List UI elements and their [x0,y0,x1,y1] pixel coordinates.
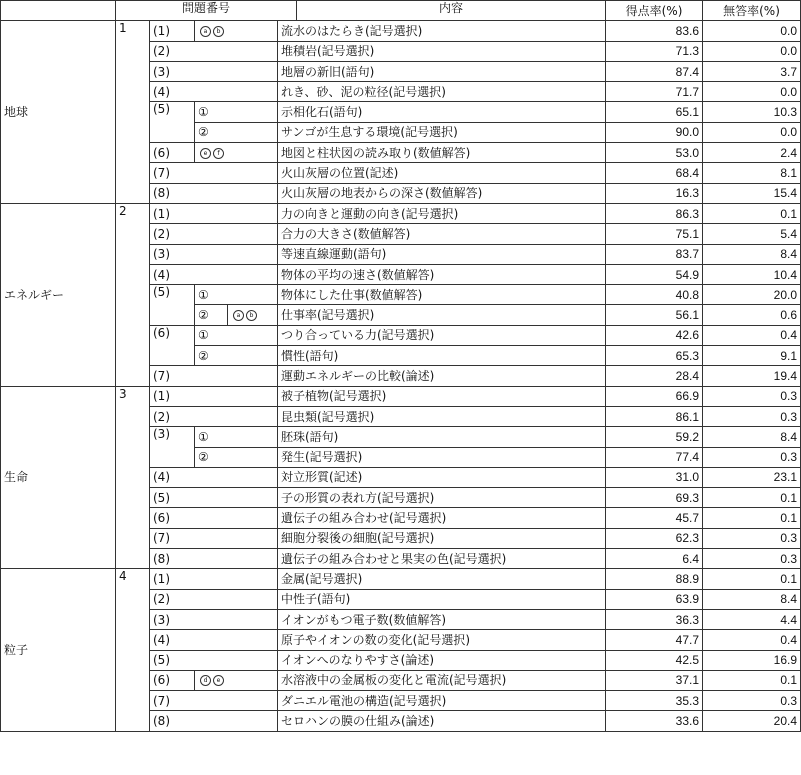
content-cell: 火山灰層の位置(記述) [278,163,606,183]
noanswer-cell: 10.4 [703,264,801,284]
content-cell: 金属(記号選択) [278,569,606,589]
rate-cell: 86.3 [606,203,703,223]
content-cell: 合力の大きさ(数値解答) [278,224,606,244]
noanswer-cell: 0.3 [703,691,801,711]
content-cell: 示相化石(語句) [278,102,606,122]
sub-number: (6) [150,325,195,366]
rate-header: 得点率(%) [606,1,703,21]
badge-cell [195,21,278,41]
content-cell: 物体の平均の速さ(数値解答) [278,264,606,284]
circled-number: ② [195,305,228,325]
question-number: 4 [116,569,150,731]
rate-cell: 69.3 [606,488,703,508]
question-number: 2 [116,203,150,386]
badge-cell [195,143,278,163]
field-cell: 地球 [1,21,116,204]
noanswer-cell: 0.3 [703,447,801,467]
sub-number: (1) [150,203,278,223]
noanswer-cell: 20.4 [703,711,801,731]
content-cell: 地図と柱状図の読み取り(数値解答) [278,143,606,163]
rate-cell: 45.7 [606,508,703,528]
content-cell: 物体にした仕事(数値解答) [278,285,606,305]
rate-cell: 71.7 [606,82,703,102]
letter-badge: a [233,310,244,321]
content-cell: 堆積岩(記号選択) [278,41,606,61]
content-cell: れき、砂、泥の粒径(記号選択) [278,82,606,102]
noanswer-cell: 0.0 [703,122,801,142]
rate-cell: 65.3 [606,346,703,366]
letter-badge: f [213,148,224,159]
content-cell: 胚珠(語句) [278,427,606,447]
field-header [1,1,116,21]
noanswer-header: 無答率(%) [703,1,801,21]
header-row [1,1,801,21]
content-cell: 子の形質の表れ方(記号選択) [278,488,606,508]
rate-cell: 71.3 [606,41,703,61]
sub-number: (6) [150,508,278,528]
noanswer-cell: 0.0 [703,82,801,102]
rate-cell: 83.6 [606,21,703,41]
rate-cell: 68.4 [606,163,703,183]
noanswer-cell: 2.4 [703,143,801,163]
sub-number: (1) [150,386,278,406]
noanswer-cell: 0.4 [703,630,801,650]
sub-number: (5) [150,488,278,508]
noanswer-cell: 10.3 [703,102,801,122]
noanswer-cell: 16.9 [703,650,801,670]
rate-cell: 87.4 [606,61,703,81]
letter-badge: a [200,26,211,37]
noanswer-cell: 0.1 [703,508,801,528]
sub-number: (4) [150,264,278,284]
rate-cell: 31.0 [606,467,703,487]
letter-badge: b [246,310,257,321]
rate-cell: 40.8 [606,285,703,305]
rate-cell: 59.2 [606,427,703,447]
noanswer-cell: 5.4 [703,224,801,244]
sub-number: (5) [150,650,278,670]
content-cell: 地層の新旧(語句) [278,61,606,81]
table-row [1,569,801,589]
rate-cell: 90.0 [606,122,703,142]
circled-number: ① [195,325,278,345]
content-cell: 遺伝子の組み合わせと果実の色(記号選択) [278,549,606,569]
rate-cell: 16.3 [606,183,703,203]
circled-number: ① [195,285,278,305]
sub-number: (6) [150,143,195,163]
sub-number: (5) [150,102,195,143]
noanswer-cell: 3.7 [703,61,801,81]
rate-cell: 62.3 [606,528,703,548]
field-cell: エネルギー [1,203,116,386]
content-cell: 火山灰層の地表からの深さ(数値解答) [278,183,606,203]
circled-number: ② [195,346,278,366]
circled-number: ① [195,427,278,447]
content-cell: つり合っている力(記号選択) [278,325,606,345]
item-number-header: 問題番号 [116,1,297,20]
rate-cell: 53.0 [606,143,703,163]
rate-cell: 47.7 [606,630,703,650]
rate-cell: 37.1 [606,670,703,690]
rate-cell: 66.9 [606,386,703,406]
sub-number: (1) [150,569,278,589]
noanswer-cell: 8.4 [703,427,801,447]
rate-cell: 36.3 [606,609,703,629]
sub-number: (4) [150,467,278,487]
noanswer-cell: 0.4 [703,325,801,345]
table-row [1,203,801,223]
rate-cell: 77.4 [606,447,703,467]
sub-number: (8) [150,183,278,203]
content-cell: 細胞分裂後の細胞(記号選択) [278,528,606,548]
content-cell: 遺伝子の組み合わせ(記号選択) [278,508,606,528]
letter-badge: e [213,675,224,686]
sub-number: (3) [150,61,278,81]
sub-number: (4) [150,82,278,102]
noanswer-cell: 0.3 [703,528,801,548]
sub-number: (3) [150,244,278,264]
sub-number: (2) [150,406,278,426]
question-number: 1 [116,21,150,204]
sub-number: (6) [150,670,195,690]
circled-number: ② [195,447,278,467]
content-cell: イオンがもつ電子数(数値解答) [278,609,606,629]
content-cell: 中性子(語句) [278,589,606,609]
sub-number: (7) [150,691,278,711]
noanswer-cell: 0.0 [703,41,801,61]
sub-number: (8) [150,711,278,731]
rate-cell: 33.6 [606,711,703,731]
content-cell: イオンへのなりやすさ(論述) [278,650,606,670]
noanswer-cell: 23.1 [703,467,801,487]
content-cell: サンゴが生息する環境(記号選択) [278,122,606,142]
question-number: 3 [116,386,150,569]
sub-number: (2) [150,41,278,61]
noanswer-cell: 4.4 [703,609,801,629]
content-cell: 発生(記号選択) [278,447,606,467]
sub-number: (4) [150,630,278,650]
noanswer-cell: 0.3 [703,406,801,426]
content-cell: 原子やイオンの数の変化(記号選択) [278,630,606,650]
sub-number: (1) [150,21,195,41]
noanswer-cell: 9.1 [703,346,801,366]
field-cell: 生命 [1,386,116,569]
sub-number: (3) [150,427,195,468]
content-cell: 運動エネルギーの比較(論述) [278,366,606,386]
noanswer-cell: 0.1 [703,670,801,690]
rate-cell: 86.1 [606,406,703,426]
rate-cell: 54.9 [606,264,703,284]
sub-number: (3) [150,609,278,629]
content-cell: セロハンの膜の仕組み(論述) [278,711,606,731]
content-cell: 水溶液中の金属板の変化と電流(記号選択) [278,670,606,690]
content-cell: 等速直線運動(語句) [278,244,606,264]
rate-cell: 6.4 [606,549,703,569]
content-cell: ダニエル電池の構造(記号選択) [278,691,606,711]
noanswer-cell: 0.6 [703,305,801,325]
rate-cell: 56.1 [606,305,703,325]
rate-cell: 42.5 [606,650,703,670]
noanswer-cell: 20.0 [703,285,801,305]
letter-badge: b [213,26,224,37]
field-cell: 粒子 [1,569,116,731]
sub-number: (2) [150,224,278,244]
noanswer-cell: 15.4 [703,183,801,203]
noanswer-cell: 0.1 [703,203,801,223]
rate-cell: 65.1 [606,102,703,122]
content-cell: 被子植物(記号選択) [278,386,606,406]
noanswer-cell: 19.4 [703,366,801,386]
rate-cell: 88.9 [606,569,703,589]
rate-cell: 28.4 [606,366,703,386]
content-cell: 対立形質(記述) [278,467,606,487]
noanswer-cell: 8.4 [703,244,801,264]
noanswer-cell: 8.1 [703,163,801,183]
letter-badge: e [200,148,211,159]
circled-number: ① [195,102,278,122]
noanswer-cell: 0.1 [703,569,801,589]
noanswer-cell: 0.1 [703,488,801,508]
rate-cell: 75.1 [606,224,703,244]
sub-number: (7) [150,528,278,548]
table-row [1,386,801,406]
content-cell: 慣性(語句) [278,346,606,366]
item-content-header-group [116,1,606,21]
sub-number: (5) [150,285,195,326]
badge-cell [195,670,278,690]
rate-cell: 42.6 [606,325,703,345]
sub-number: (8) [150,549,278,569]
table-row [1,21,801,41]
content-header: 内容 [438,1,463,15]
content-cell: 力の向きと運動の向き(記号選択) [278,203,606,223]
rate-cell: 83.7 [606,244,703,264]
rate-cell: 63.9 [606,589,703,609]
badge-cell [228,305,278,325]
noanswer-cell: 8.4 [703,589,801,609]
noanswer-cell: 0.3 [703,386,801,406]
content-cell: 流水のはたらき(記号選択) [278,21,606,41]
letter-badge: d [200,675,211,686]
rate-cell: 35.3 [606,691,703,711]
content-cell: 昆虫類(記号選択) [278,406,606,426]
sub-number: (7) [150,163,278,183]
circled-number: ② [195,122,278,142]
noanswer-cell: 0.0 [703,21,801,41]
content-cell: 仕事率(記号選択) [278,305,606,325]
sub-number: (2) [150,589,278,609]
noanswer-cell: 0.3 [703,549,801,569]
sub-number: (7) [150,366,278,386]
